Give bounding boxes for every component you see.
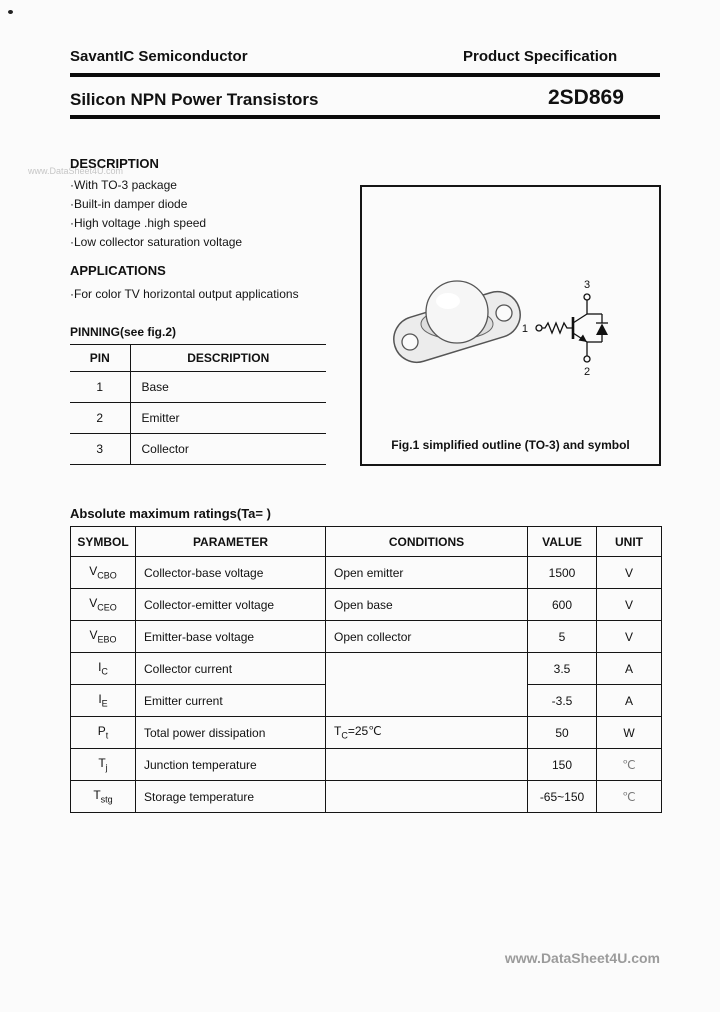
pin-number-cell: 3 [70,434,130,465]
conditions-cell [326,749,528,781]
parameter-cell: Total power dissipation [136,717,326,749]
symbol-base: I [98,660,102,675]
page-title: Silicon NPN Power Transistors [70,90,319,109]
symbol-cell [71,685,136,717]
pinning-row [70,372,326,403]
symbol-subscript: E [101,698,108,709]
watermark-bottom: www.DataSheet4U.com [504,950,660,966]
parameter-cell: Collector-base voltage [136,557,326,589]
unit-cell: A [597,685,662,717]
symbol-base: T [93,788,101,803]
symbol-base: I [98,692,102,707]
symbol-column-header: SYMBOL [71,527,136,557]
parameter-cell: Storage temperature [136,781,326,813]
ratings-row [71,589,662,621]
value-cell: 5 [528,621,597,653]
part-number: 2SD869 [548,86,624,109]
conditions-column-header: CONDITIONS [326,527,528,557]
unit-cell: ℃ [597,781,662,813]
symbol-base: V [89,628,98,643]
ratings-row [71,557,662,589]
pin-number-cell: 1 [70,372,130,403]
condition-subscript: C [341,730,348,741]
pinning-table [70,344,326,465]
pin-description-cell: Emitter [130,403,326,434]
symbol-cell [71,653,136,685]
pinning-header-row [70,345,326,372]
value-cell: 50 [528,717,597,749]
symbol-base: V [89,596,98,611]
conditions-cell: Open collector [326,621,528,653]
value-cell: -65~150 [528,781,597,813]
ratings-table [70,526,662,813]
doc-type-label: Product Specification [463,48,618,65]
unit-cell: V [597,621,662,653]
applications-section [70,263,390,304]
symbol-base: V [89,564,98,579]
symbol-cell [71,717,136,749]
scan-artifact [8,10,13,14]
ratings-row [71,749,662,781]
symbol-subscript: j [105,762,108,773]
pinning-heading: PINNING(see fig.2) [70,325,177,339]
description-item: ·Low collector saturation voltage [70,235,243,249]
conditions-cell: Open base [326,589,528,621]
ratings-heading: Absolute maximum ratings(Ta= ) [70,506,271,521]
header-rule-top [70,73,660,77]
condition-rest: =25℃ [347,724,382,739]
ratings-row [71,653,662,685]
pin-description-cell: Base [130,372,326,403]
pin-number-cell: 2 [70,403,130,434]
value-cell: 600 [528,589,597,621]
pinning-row [70,403,326,434]
parameter-cell: Collector current [136,653,326,685]
ratings-header-row [71,527,662,557]
description-item: ·High voltage .high speed [70,216,207,230]
description-column-header: DESCRIPTION [130,345,326,372]
parameter-cell: Collector-emitter voltage [136,589,326,621]
ratings-row [71,717,662,749]
symbol-cell [71,749,136,781]
conditions-cell-merged [326,653,528,717]
unit-cell: V [597,557,662,589]
applications-heading: APPLICATIONS [70,263,166,278]
pin-column-header: PIN [70,345,130,372]
description-section [70,156,370,252]
parameter-cell: Emitter current [136,685,326,717]
symbol-cell [71,781,136,813]
transistor-symbol-drawing [536,294,608,362]
symbol-cell [71,589,136,621]
symbol-base: T [98,756,106,771]
figure-caption: Fig.1 simplified outline (TO-3) and symbol [391,438,630,452]
watermark-top: www.DataSheet4U.com [28,166,124,176]
symbol-cell [71,621,136,653]
ratings-row [71,621,662,653]
symbol-subscript: t [105,730,109,741]
symbol-pin-labels [522,279,590,378]
parameter-cell: Junction temperature [136,749,326,781]
figure-drawing [362,187,659,427]
symbol-subscript: stg [100,794,113,805]
conditions-cell [326,781,528,813]
symbol-subscript: C [101,666,108,677]
company-name: SavantIC Semiconductor [70,48,248,65]
description-item: ·Built-in damper diode [70,197,188,211]
parameter-column-header: PARAMETER [136,527,326,557]
conditions-cell [326,717,528,749]
symbol-subscript: CEO [97,602,117,613]
figure-box [360,185,661,466]
condition-base: T [334,724,342,739]
value-column-header: VALUE [528,527,597,557]
value-cell: 150 [528,749,597,781]
value-cell: 1500 [528,557,597,589]
symbol-cell [71,557,136,589]
pin-1-label: 1 [521,323,528,335]
description-heading: DESCRIPTION [70,156,159,171]
unit-cell: ℃ [597,749,662,781]
value-cell: 3.5 [528,653,597,685]
description-item: ·With TO-3 package [70,178,177,192]
unit-column-header: UNIT [597,527,662,557]
symbol-subscript: CBO [97,570,117,581]
header-rule-bottom [70,115,660,119]
value-cell: -3.5 [528,685,597,717]
unit-cell: A [597,653,662,685]
ratings-row [71,781,662,813]
unit-cell: V [597,589,662,621]
pinning-row [70,434,326,465]
pin-2-label: 2 [583,366,591,378]
symbol-subscript: EBO [97,634,117,645]
pin-3-label: 3 [583,279,591,291]
pin-description-cell: Collector [130,434,326,465]
applications-item: ·For color TV horizontal output applications [70,287,299,301]
to3-package-drawing [388,281,526,368]
unit-cell: W [597,717,662,749]
symbol-base: P [97,724,106,739]
parameter-cell: Emitter-base voltage [136,621,326,653]
conditions-cell: Open emitter [326,557,528,589]
